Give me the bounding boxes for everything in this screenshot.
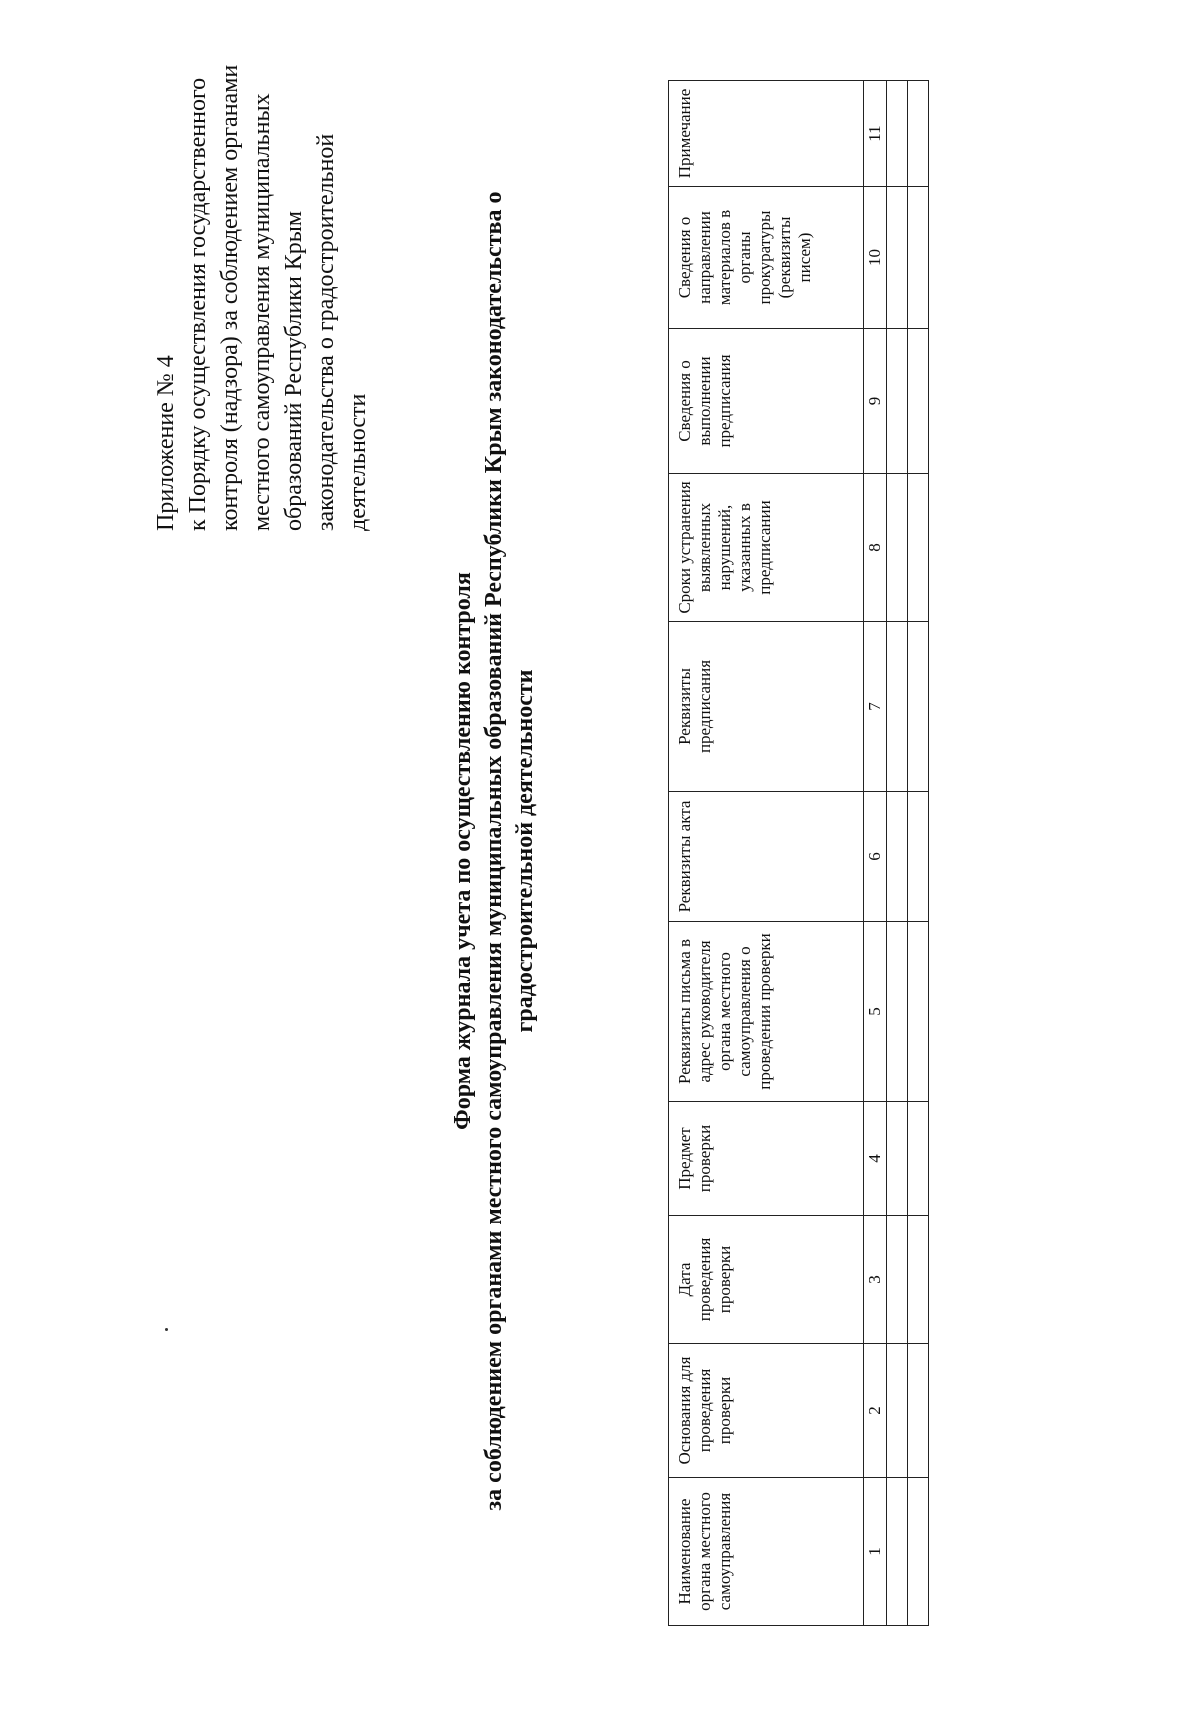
column-number-row <box>864 81 887 1626</box>
column-header: Сведения о направлении материалов в органы прокуратуры (реквизиты писем) <box>669 187 864 329</box>
table-cell <box>908 81 929 187</box>
table-cell <box>908 922 929 1102</box>
column-number: 11 <box>864 81 887 187</box>
table-cell <box>887 1102 908 1216</box>
title-line: Форма журнала учета по осуществлению контроля <box>450 572 476 1130</box>
column-number: 8 <box>864 474 887 622</box>
appendix-note <box>150 64 374 531</box>
column-number: 10 <box>864 187 887 329</box>
appendix-line: деятельности <box>345 393 371 531</box>
column-header: Дата проведения проверки <box>669 1216 864 1344</box>
column-header: Основания для проведения проверки <box>669 1344 864 1478</box>
column-number: 5 <box>864 922 887 1102</box>
title-line: градостроительной деятельности <box>512 669 538 1033</box>
table-cell <box>887 1478 908 1626</box>
journal-table <box>668 80 929 1626</box>
column-number: 3 <box>864 1216 887 1344</box>
column-number: 9 <box>864 329 887 474</box>
table-cell <box>908 792 929 922</box>
column-number: 4 <box>864 1102 887 1216</box>
document-title <box>448 151 541 1551</box>
appendix-line: Приложение № 4 <box>153 355 179 531</box>
column-header: Реквизиты письма в адрес руководителя органа местного самоуправления о проведении проверки <box>669 922 864 1102</box>
table-cell <box>908 1102 929 1216</box>
column-header: Сроки устранения выявленных нарушений, указанных в предписании <box>669 474 864 622</box>
column-number: 1 <box>864 1478 887 1626</box>
table-row <box>887 81 908 1626</box>
table-cell <box>908 474 929 622</box>
column-header: Предмет проверки <box>669 1102 864 1216</box>
table-cell <box>887 792 908 922</box>
column-header: Наименование органа местного самоуправления <box>669 1478 864 1626</box>
table-cell <box>908 1216 929 1344</box>
table-cell <box>887 622 908 792</box>
appendix-line: образований Республики Крым <box>281 210 307 531</box>
table-cell <box>887 474 908 622</box>
scan-speck <box>165 1328 168 1331</box>
table-header-row <box>669 81 864 1626</box>
column-header: Сведения о выполнении предписания <box>669 329 864 474</box>
appendix-line: законодательства о градостроительной <box>313 133 339 531</box>
column-header: Примечание <box>669 81 864 187</box>
table-cell <box>908 329 929 474</box>
column-number: 7 <box>864 622 887 792</box>
table-cell <box>887 329 908 474</box>
table-cell <box>908 622 929 792</box>
table-row <box>908 81 929 1626</box>
column-number: 2 <box>864 1344 887 1478</box>
table-cell <box>908 1478 929 1626</box>
table-cell <box>887 922 908 1102</box>
column-header: Реквизиты акта <box>669 792 864 922</box>
appendix-line: к Порядку осуществления государственного <box>185 77 211 531</box>
title-line: за соблюдением органами местного самоуправления муниципальных образований Республики Крым законодательства о <box>481 191 507 1511</box>
table-cell <box>887 1216 908 1344</box>
appendix-line: местного самоуправления муниципальных <box>249 93 275 531</box>
table-cell <box>887 187 908 329</box>
column-number: 6 <box>864 792 887 922</box>
column-header: Реквизиты предписания <box>669 622 864 792</box>
table-cell <box>887 81 908 187</box>
table-cell <box>908 1344 929 1478</box>
table-cell <box>887 1344 908 1478</box>
table-cell <box>908 187 929 329</box>
appendix-line: контроля (надзора) за соблюдением органами <box>217 64 243 531</box>
